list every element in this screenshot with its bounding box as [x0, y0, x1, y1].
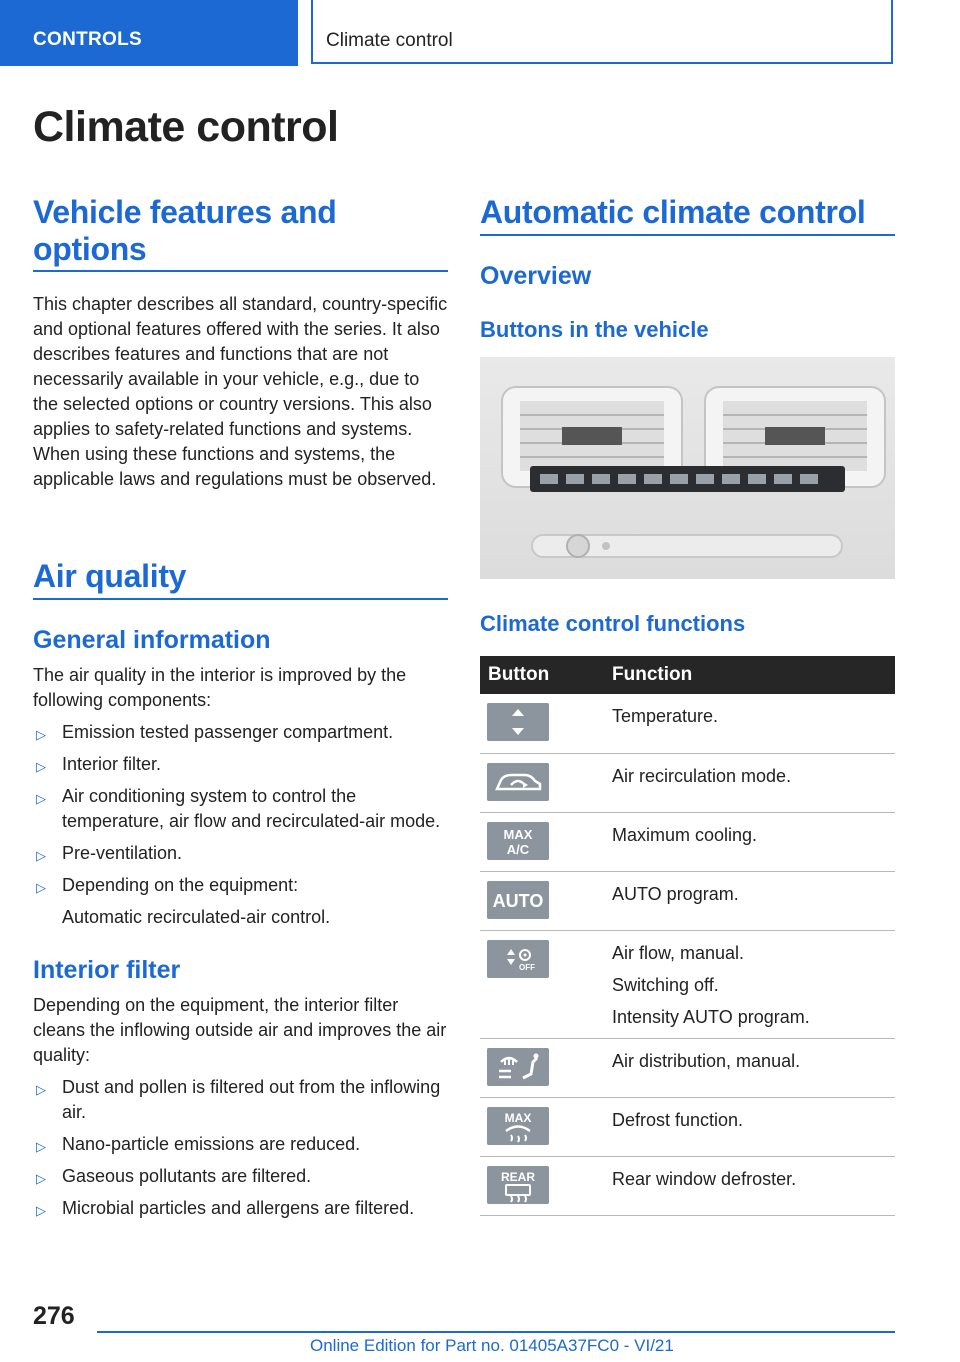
list-item: ▷ Emission tested passenger compartment.	[33, 720, 449, 745]
triangle-bullet-icon: ▷	[36, 1139, 46, 1154]
table-row: AUTO AUTO program.	[480, 871, 895, 930]
dashboard-vents-image	[480, 357, 895, 579]
buttons-in-vehicle-heading: Buttons in the vehicle	[480, 317, 709, 342]
auto-icon	[487, 881, 549, 919]
table-row: OFF Air flow, manual. Switching off. Intensity AUTO program.	[480, 930, 895, 1038]
page-title: Climate control	[33, 103, 339, 151]
table-row: Air recirculation mode.	[480, 753, 895, 812]
interior-filter-intro: Depending on the equipment, the interior filter cleans the inflowing outside air and improves the air quality:	[33, 995, 447, 1065]
max-ac-icon	[487, 822, 549, 860]
list-item: ▷ Air conditioning system to control the temperature, air flow and recirculated-air mode.	[36, 786, 441, 831]
triangle-bullet-icon: ▷	[36, 759, 46, 774]
triangle-bullet-icon: ▷	[36, 1082, 46, 1097]
climate-functions-table	[480, 656, 895, 1216]
list-item: ▷ Pre-ventilation.	[33, 841, 449, 866]
list-item: ▷ Dust and pollen is filtered out from the inflowing air.	[36, 1077, 441, 1122]
air-flow-icon	[487, 940, 549, 978]
list-item: ▷ Gaseous pollutants are filtered.	[33, 1164, 449, 1189]
table-row: REAR Rear window defroster.	[480, 1156, 895, 1215]
general-information-intro: The air quality in the interior is improved by the following components:	[33, 665, 407, 710]
triangle-bullet-icon: ▷	[36, 791, 46, 806]
triangle-bullet-icon: ▷	[36, 848, 46, 863]
svg-text:A/C: A/C	[506, 841, 530, 857]
list-item: ▷ Nano-particle emissions are reduced.	[33, 1132, 449, 1157]
list-item: ▷ Microbial particles and allergens are filtered.	[33, 1196, 449, 1221]
section-label: CONTROLS	[33, 29, 143, 50]
climate-panel-photo	[480, 357, 895, 579]
general-information-heading: General information	[33, 626, 271, 654]
table-header-row	[480, 656, 895, 694]
header-title-box	[311, 0, 893, 64]
vehicle-features-heading: Vehicle features and options	[33, 194, 337, 267]
footer-rule	[97, 1331, 895, 1333]
page-number: 276	[33, 1302, 75, 1330]
triangle-bullet-icon: ▷	[36, 1203, 46, 1218]
column-header-button: Button	[480, 656, 610, 694]
table-row: MAX A/C Maximum cooling.	[480, 812, 895, 871]
edition-footer: Online Edition for Part no. 01405A37FC0 - VI/21	[310, 1336, 674, 1355]
temperature-arrows-icon	[487, 703, 549, 741]
air-distribution-icon	[487, 1048, 549, 1086]
table-row: Temperature.	[480, 694, 895, 753]
list-sub-note: Automatic recirculated-air control.	[62, 907, 331, 927]
interior-filter-list	[33, 1075, 449, 1228]
header-title: Climate control	[326, 30, 453, 51]
triangle-bullet-icon: ▷	[36, 727, 46, 742]
triangle-bullet-icon: ▷	[36, 1171, 46, 1186]
vehicle-features-text: This chapter describes all standard, country-specific and optional features offered with the series. It also describes features and functions that are not necessarily available in your vehicle, e.g., due to the selected options or country versions. This also applies to safety-related functions and systems. When using these functions and systems, the applicable laws and regulations must be observed.	[33, 294, 448, 489]
svg-text:AUTO: AUTO	[492, 890, 544, 911]
svg-text:MAX: MAX	[504, 1110, 532, 1125]
air-recirculation-icon	[487, 763, 549, 801]
heading-rule	[33, 598, 448, 600]
list-item: ▷ Depending on the equipment: Automatic recirculated-air control.	[33, 873, 449, 930]
section-tab	[0, 0, 298, 66]
triangle-bullet-icon: ▷	[36, 880, 46, 895]
overview-heading: Overview	[480, 262, 592, 290]
climate-control-functions-heading: Climate control functions	[480, 611, 746, 636]
air-quality-heading: Air quality	[33, 558, 187, 594]
list-item: ▷ Interior filter.	[33, 752, 449, 777]
automatic-climate-control-heading: Automatic climate control	[480, 194, 866, 230]
interior-filter-heading: Interior filter	[33, 956, 181, 984]
table-row: Air distribution, manual.	[480, 1038, 895, 1097]
table-row: MAX Defrost function.	[480, 1097, 895, 1156]
column-header-function: Function	[610, 656, 895, 694]
defrost-icon	[487, 1107, 549, 1145]
svg-text:MAX: MAX	[503, 826, 533, 842]
rear-defrost-icon	[487, 1166, 549, 1204]
heading-rule	[480, 234, 895, 236]
heading-rule	[33, 270, 448, 272]
svg-text:REAR: REAR	[500, 1169, 536, 1184]
general-information-list	[33, 720, 449, 937]
svg-text:OFF: OFF	[519, 962, 535, 972]
